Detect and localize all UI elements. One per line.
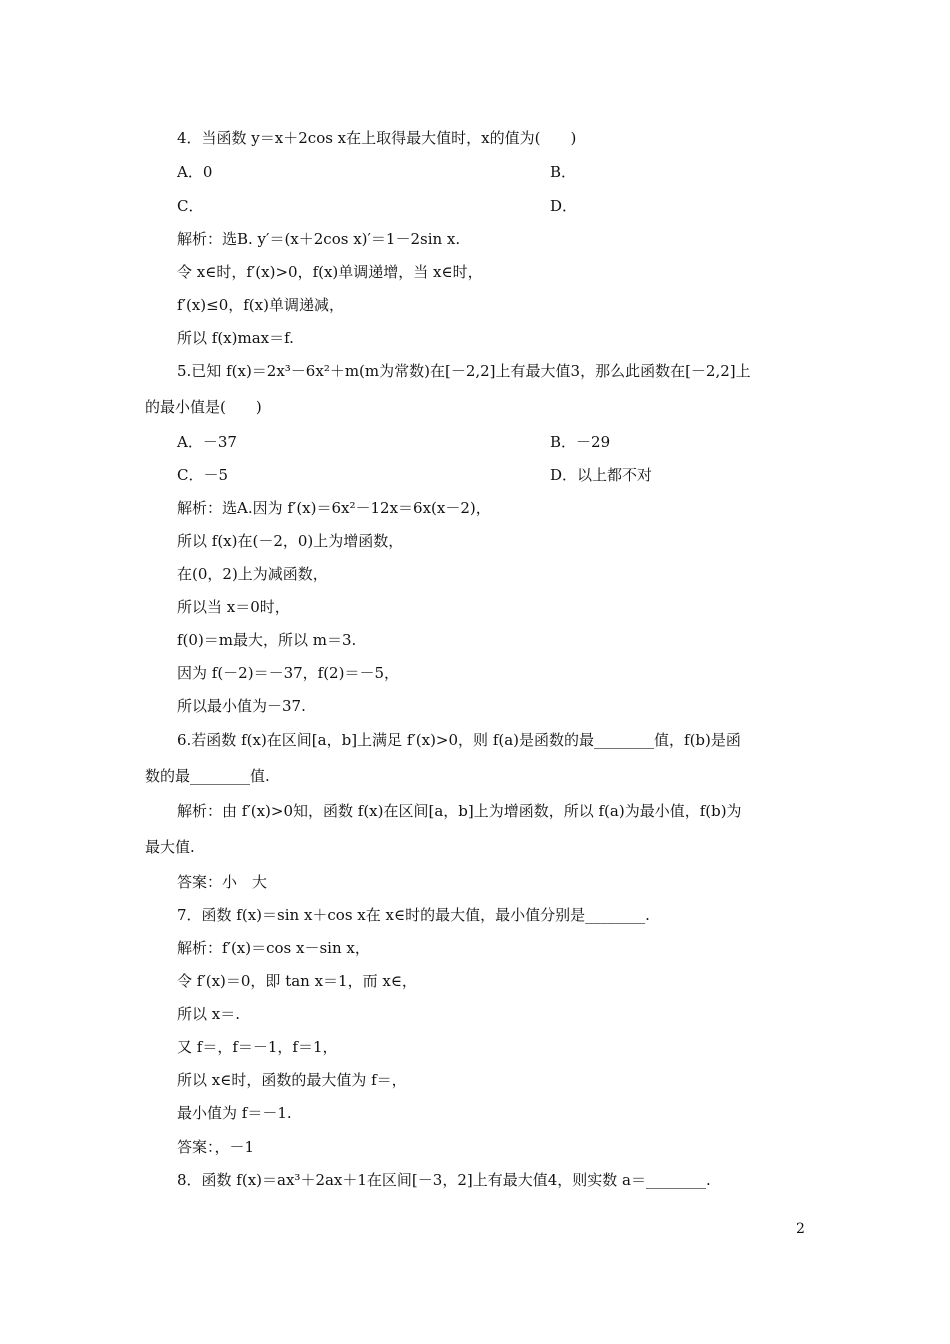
text-line-q5d: D．以上都不对 — [550, 466, 653, 484]
text-line-q5b: B．－29 — [550, 433, 611, 451]
text-line-q4d: D． — [550, 197, 578, 215]
text-line-q7s1: 解析：f′(x)＝cos x－sin x， — [177, 939, 370, 957]
text-line-q5s6: 因为 f(－2)＝－37，f(2)＝－5， — [177, 664, 399, 682]
text-line-q7s3: 所以 x＝. — [177, 1005, 240, 1023]
text-line-q4s4: 所以 f(x)max＝f. — [177, 329, 294, 347]
text-line-q7: 7．函数 f(x)＝sin x＋cos x在 x∈时的最大值，最小值分别是________. — [177, 906, 650, 924]
text-line-q7s6: 最小值为 f＝－1. — [177, 1104, 292, 1122]
text-line-q5s1: 解析：选A.因为 f′(x)＝6x²－12x＝6x(x－2)， — [177, 499, 491, 517]
text-line-q5l2: 的最小值是( ) — [145, 398, 262, 416]
text-line-q8: 8．函数 f(x)＝ax³＋2ax＋1在区间[－3，2]上有最大值4，则实数 a＝________. — [177, 1171, 711, 1189]
text-line-q5s5: f(0)＝m最大，所以 m＝3. — [177, 631, 357, 649]
text-line-q4s1: 解析：选B. y′＝(x＋2cos x)′＝1－2sin x. — [177, 230, 461, 248]
text-line-q5s7: 所以最小值为－37. — [177, 697, 306, 715]
text-line-q4c: C． — [177, 197, 204, 215]
text-line-q7s4: 又 f＝，f＝－1，f＝1， — [177, 1038, 338, 1056]
text-line-q6l1: 6.若函数 f(x)在区间[a，b]上满足 f′(x)>0，则 f(a)是函数的最________值，f(b)是函 — [177, 731, 741, 749]
text-line-q6ans: 答案：小 大 — [177, 873, 268, 891]
text-line-q4a: A．0 — [177, 163, 213, 181]
text-line-q5s4: 所以当 x＝0时， — [177, 598, 290, 616]
text-line-q7s5: 所以 x∈时，函数的最大值为 f＝， — [177, 1071, 407, 1089]
text-line-q5c: C．－5 — [177, 466, 229, 484]
text-line-q5a: A．－37 — [177, 433, 237, 451]
text-line-q6s1: 解析：由 f′(x)>0知，函数 f(x)在区间[a，b]上为增函数，所以 f(a)为最小值，f(b)为 — [177, 802, 742, 820]
text-line-q4s3: f′(x)≤0，f(x)单调递减， — [177, 296, 344, 314]
text-line-q7ans: 答案：，－1 — [177, 1138, 255, 1156]
text-line-q5s2: 所以 f(x)在(－2，0)上为增函数， — [177, 532, 404, 550]
page-number: 2 — [796, 1221, 805, 1237]
text-line-q5s3: 在(0，2)上为减函数， — [177, 565, 328, 583]
text-line-q7s2: 令 f′(x)＝0，即 tan x＝1，而 x∈， — [177, 972, 417, 990]
text-line-q6s2: 最大值. — [145, 838, 195, 856]
text-line-q4: 4．当函数 y＝x＋2cos x在上取得最大值时，x的值为( ) — [177, 129, 577, 147]
text-line-q4s2: 令 x∈时，f′(x)>0，f(x)单调递增，当 x∈时， — [177, 263, 483, 281]
text-line-q4b: B． — [550, 163, 577, 181]
text-line-q5l1: 5.已知 f(x)＝2x³－6x²＋m(m为常数)在[－2,2]上有最大值3，那么此函数在[－2,2]上 — [177, 362, 751, 380]
text-line-q6l2: 数的最________值. — [145, 767, 270, 785]
